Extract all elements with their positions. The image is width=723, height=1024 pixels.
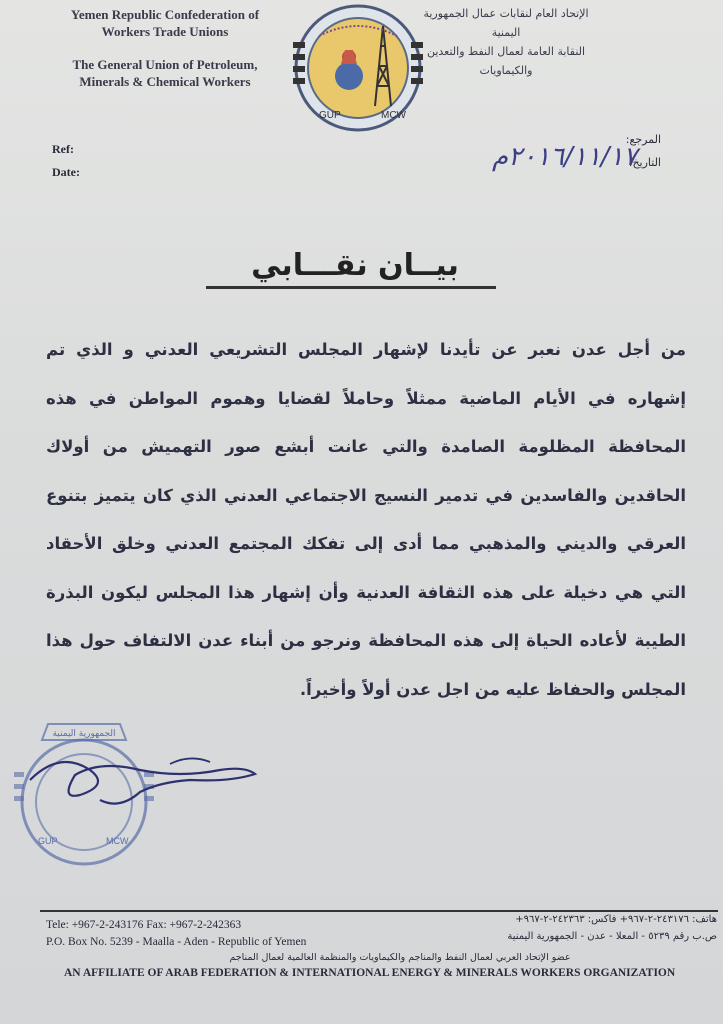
header-english [40, 6, 290, 90]
ref-label-ar: المرجع: [625, 133, 661, 146]
date-label: Date: [52, 165, 80, 179]
statement-title: بيــان نقـــابي [251, 248, 459, 283]
header-en-line1: Yemen Republic Confederation of [70, 7, 260, 22]
footer-affiliate-english: AN AFFILIATE OF ARAB FEDERATION & INTERNATIONAL ENERGY & MINERALS WORKERS ORGANIZATION [64, 967, 676, 979]
logo-left-text: GUP [319, 110, 341, 121]
header-ar-line4: والكيماويات [479, 64, 533, 77]
date-label-ar: التاريخ: [628, 156, 661, 169]
header-en-line2: Workers Trade Unions [101, 24, 229, 39]
header-ar-line1: الإتحاد العام لنقابات عمال الجمهورية [423, 7, 589, 20]
stamp-right-text: MCW [106, 836, 129, 846]
footer-address-ar: ص.ب رقم ٥٢٣٩ - المعلا - عدن - الجمهورية اليمنية [507, 931, 717, 942]
statement-body: من أجل عدن نعبر عن تأيدنا لإشهار المجلس التشريعي العدني و الذي تم إشهاره في الأيام الماضية ممثلاً وحاملاً لقضايا وهموم المواطن في هذه المحافظة المظلومة الصامدة والتي عانت أبشع صور التهميش من أولاك الحاقدين والفاسدين في تدمير النسيج الاجتماعي العدني الذي كان يتميز بتنوع العرقي والديني والمذهبي مما أدى إلى تفكك المجتمع العدني وخلق الأحقاد التي هي دخيلة على هذه الثقافة العدنية وأن إشهار هذا المجلس ليكون البذرة الطيبة لأعاده الحياة إلى هذه المحافظة ونرجو من أبناء عدن الالتفاف حول هذا المجلس والحفاظ عليه من اجل عدن أولاً وأخيراً. [46, 340, 686, 699]
footer-contact-english [46, 917, 306, 951]
stamp-top-text: الجمهورية اليمنية [52, 729, 116, 739]
title-underline [206, 286, 496, 289]
footer-affiliate-ar-line1: عضو الإتحاد العربي لعمال النفط والمناجم والكيماويات والمنظمة العالمية لعمال المناجم [229, 952, 571, 963]
date-value: ٢٠١٦/١١/١٧م [492, 142, 638, 172]
header-ar-line2: اليمنية [491, 26, 521, 39]
handwritten-signature-icon [20, 740, 260, 830]
footer-address-en: P.O. Box No. 5239 - Maalla - Aden - Republic of Yemen [46, 936, 307, 948]
logo-right-text: MCW [381, 110, 406, 121]
stamp-left-text: GUP [38, 836, 58, 846]
footer-affiliate-arabic [200, 950, 600, 965]
ref-label: Ref: [52, 142, 74, 156]
footer-tel-fax-ar: هاتف: ٢٤٣١٧٦-٢-٩٦٧+ فاكس: ٢٤٢٣٦٣-٢-٩٦٧+ [515, 914, 717, 925]
header-en-line3: The General Union of Petroleum, [72, 57, 258, 72]
header-en-line4: Minerals & Chemical Workers [79, 74, 251, 89]
footer-tel-fax-en: Tele: +967-2-243176 Fax: +967-2-242363 [46, 919, 242, 931]
union-logo-icon [289, 2, 427, 134]
header-ar-line3: النقابة العامة لعمال النفط والتعدين [426, 45, 586, 58]
footer-contact-arabic [447, 911, 717, 945]
